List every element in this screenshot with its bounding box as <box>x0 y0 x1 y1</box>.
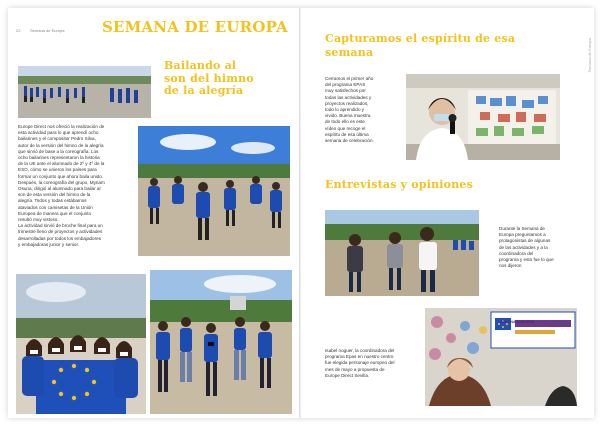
side-tab: Semana de Europa <box>587 38 592 73</box>
main-title: SEMANA DE EUROPA <box>102 18 288 36</box>
right-page <box>301 8 594 418</box>
photo-students-dancing <box>138 126 290 256</box>
section-title-bailando: Bailando al son del himno de la alegría <box>164 59 254 97</box>
bailando-body: Europe Direct nos ofreció la realización de esta actividad para lo que aprendí ocho bailarines y el compositor Pedro Silva, autor de la versión del himno de la alegría que sirvió de base a la coreografía. Los ocho bailarines representaron la historia de la UE ante el alumnado de 2º y 4º de la ESO, cómo se unieron los países para formar un conjunto que ahora baila unido. Después, la coreografía del grupo, Myriam Osuna, dirigió al alumnado para bailar al son de esta versión del himno de la alegría. Todos y todas estábamos ataviados con camisetas de la Unión Europea de manera que el conjunto resultó muy vistoso. La actividad sirvió de broche final para un trimestre lleno de proyectos y actividades desarrolladas por todos los embajadores y embajadoras junior y senior. <box>18 124 105 247</box>
title-entrevistas: Entrevistas y opiniones <box>325 178 473 191</box>
left-page <box>8 8 299 418</box>
running-header: Semana de Europa <box>30 28 65 33</box>
title-capturamos: Capturamos el espíritu de esa semana <box>325 32 516 59</box>
entrevistas-body: Durante la Semana de Europa preguntamos a protagonistas de algunas de las actividades y a la coordinadora del programa y esto fue lo que nos dijeron <box>499 226 554 269</box>
isabel-body: Isabel noguer, la coordinadora del programa Epas en nuestro centro fue elegida personaje europeo del mes de mayo a propuesta de Europe Direct Sevilla. <box>325 348 395 378</box>
banner-text: SEMANA EUROPEA <box>500 320 535 324</box>
photo-dancers-court <box>18 66 151 118</box>
photo-interview-outdoors <box>325 210 479 296</box>
photo-girls-eu-flag <box>16 274 146 414</box>
photo-group-blue-shirts <box>150 270 292 414</box>
magazine-spread <box>8 8 594 418</box>
page-number: 22 <box>16 28 21 33</box>
capturamos-body: Cerramos el primer año del programa EPAS muy satisfechos por todas las actividades y proyectos realizados, todo lo aprendido y vivido. Buena muestra de todo ello es este vídeo que recoge el espíritu de esa última semana de celebración. <box>325 76 374 144</box>
video-student-microphone[interactable] <box>406 74 560 160</box>
